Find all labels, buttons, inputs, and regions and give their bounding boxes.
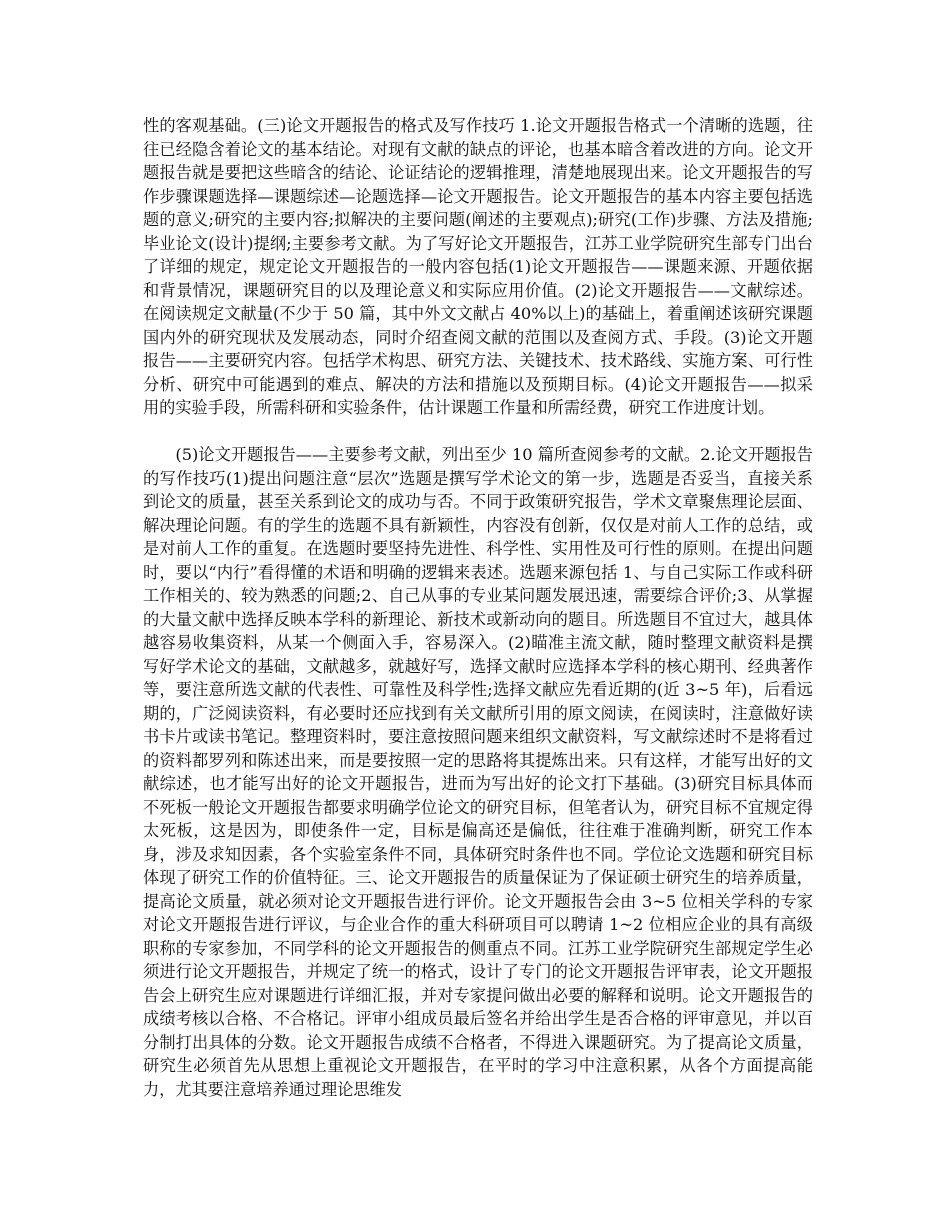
document-body	[143, 114, 813, 1101]
paragraph-2: (5)论文开题报告——主要参考文献，列出至少 10 篇所查阅参考的文献。2.论文开题报告的写作技巧(1)提出问题注意“层次”选题是撰写学术论文的第一步，选题是否妥当，直接关系到论文的质量，甚至关系到论文的成功与否。不同于政策研究报告，学术文章聚焦理论层面、解决理论问题。有的学生的选题不具有新颖性，内容没有创新，仅仅是对前人工作的总结，或是对前人工作的重复。在选题时要坚持先进性、科学性、实用性及可行性的原则。在提出问题时，要以“内行”看得懂的术语和明确的逻辑来表述。选题来源包括 1、与自己实际工作或科研工作相关的、较为熟悉的问题;2、自己从事的专业某问题发展迅速，需要综合评价;3、从掌握的大量文献中选择反映本学科的新理论、新技术或新动向的题目。所选题目不宜过大，越具体越容易收集资料，从某一个侧面入手，容易深入。(2)瞄准主流文献，随时整理文献资料是撰写好学术论文的基础，文献越多，就越好写，选择文献时应选择本学科的核心期刊、经典著作等，要注意所选文献的代表性、可靠性及科学性;选择文献应先看近期的(近 3~5 年)，后看远期的，广泛阅读资料，有必要时还应找到有关文献所引用的原文阅读，在阅读时，注意做好读书卡片或读书笔记。整理资料时，要注意按照问题来组织文献资料，写文献综述时不是将看过的资料都罗列和陈述出来，而是要按照一定的思路将其提炼出来。只有这样，才能写出好的文献综述，也才能写出好的论文开题报告，进而为写出好的论文打下基础。(3)研究目标具体而不死板一般论文开题报告都要求明确学位论文的研究目标，但笔者认为，研究目标不宜规定得太死板，这是因为，即使条件一定，目标是偏高还是偏低，往往难于准确判断，研究工作本身，涉及求知因素，各个实验室条件不同，具体研究时条件也不同。学位论文选题和研究目标体现了研究工作的价值特征。三、论文开题报告的质量保证为了保证硕士研究生的培养质量，提高论文质量，就必须对论文开题报告进行评价。论文开题报告会由 3~5 位相关学科的专家对论文开题报告进行评议，与企业合作的重大科研项目可以聘请 1~2 位相应企业的具有高级职称的专家参加，不同学科的论文开题报告的侧重点不同。江苏工业学院研究生部规定学生必须进行论文开题报告，并规定了统一的格式，设计了专门的论文开题报告评审表，论文开题报告会上研究生应对课题进行详细汇报，并对专家提问做出必要的解释和说明。论文开题报告的成绩考核以合格、不合格记。评审小组成员最后签名并给出学生是否合格的评审意见，并以百分制打出具体的分数。论文开题报告成绩不合格者，不得进入课题研究。为了提高论文质量，研究生必须首先从思想上重视论文开题报告，在平时的学习中注意积累，从各个方面提高能力，尤其要注意培养通过理论思维发	[143, 445, 813, 1099]
paragraph-1: 性的客观基础。(三)论文开题报告的格式及写作技巧 1.论文开题报告格式一个清晰的选题，往往已经隐含着论文的基本结论。对现有文献的缺点的评论，也基本暗含着改进的方向。论文开题报告就是要把这些暗含的结论、论证结论的逻辑推理，清楚地展现出来。论文开题报告的写作步骤课题选择—课题综述—论题选择—论文开题报告。论文开题报告的基本内容主要包括选题的意义;研究的主要内容;拟解决的主要问题(阐述的主要观点);研究(工作)步骤、方法及措施;毕业论文(设计)提纲;主要参考文献。为了写好论文开题报告，江苏工业学院研究生部专门出台了详细的规定，规定论文开题报告的一般内容包括(1)论文开题报告——课题来源、开题依据和背景情况，课题研究目的以及理论意义和实际应用价值。(2)论文开题报告——文献综述。在阅读规定文献量(不少于 50 篇，其中外文文献占 40%以上)的基础上，着重阐述该研究课题国内外的研究现状及发展动态，同时介绍查阅文献的范围以及查阅方式、手段。(3)论文开题报告——主要研究内容。包括学术构思、研究方法、关键技术、技术路线、实施方案、可行性分析、研究中可能遇到的难点、解决的方法和措施以及预期目标。(4)论文开题报告——拟采用的实验手段，所需科研和实验条件，估计课题工作量和所需经费，研究工作进度计划。	[143, 116, 813, 417]
